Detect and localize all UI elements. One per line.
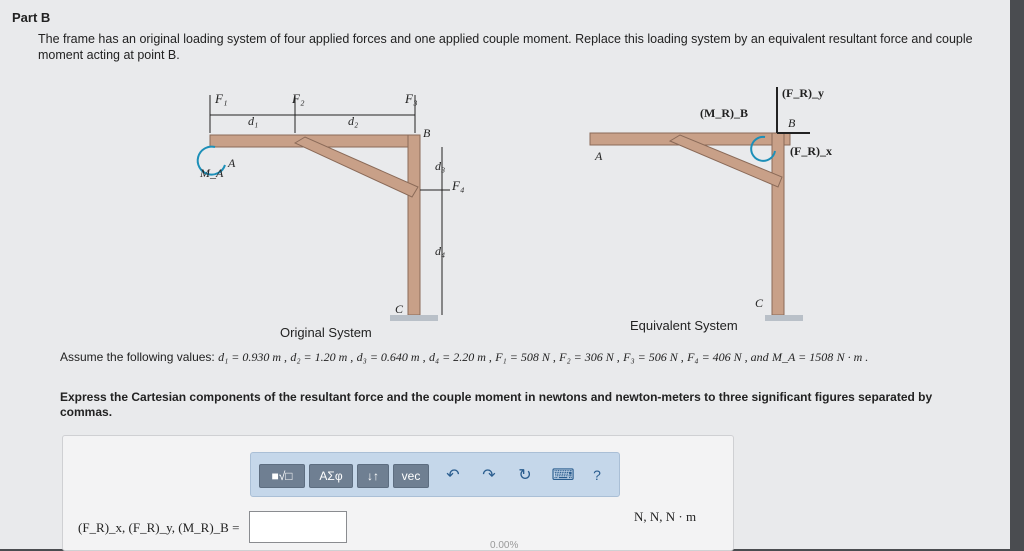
equivalent-caption: Equivalent System — [630, 318, 738, 333]
problem-intro: The frame has an original loading system of four applied forces and one applied couple moment. Replace this loading system by an equivalent resultant force and couple moment acting at point B. — [38, 32, 973, 62]
frx-label: (F_R)_x — [790, 144, 832, 158]
fry-label: (F_R)_y — [782, 86, 824, 100]
given-values — [60, 350, 980, 365]
eq-a-label: A — [595, 149, 603, 163]
value-d2: d₂ = 1.20 m , — [290, 350, 354, 364]
a-label: A — [228, 156, 236, 170]
value-f4: F₄ = 406 N , and — [687, 350, 769, 364]
answer-label: (F_R)_x, (F_R)_y, (M_R)_B = — [78, 520, 240, 535]
value-d4: d₄ = 2.20 m , — [428, 350, 492, 364]
d1-label: d₁ — [248, 114, 259, 128]
ma-label: M_A — [200, 166, 224, 180]
c-label: C — [395, 302, 404, 316]
keyboard-icon[interactable]: ⌨ — [551, 467, 575, 484]
help-icon[interactable]: ? — [593, 467, 601, 483]
f3-label: F₃ — [405, 91, 418, 106]
b-label: B — [423, 126, 431, 140]
answer-units: N, N, N · m — [634, 509, 697, 524]
templates-button[interactable]: ■√□ — [259, 464, 305, 488]
math-toolbar — [250, 452, 620, 497]
value-f2: F₂ = 306 N , — [559, 350, 620, 364]
original-frame — [198, 91, 465, 321]
part-title: Part B — [12, 10, 51, 25]
frame-figure — [180, 85, 832, 345]
vec-button[interactable]: vec — [393, 464, 429, 488]
eq-c-label: C — [755, 296, 764, 310]
f4-label: F₄ — [452, 178, 465, 193]
undo-icon[interactable]: ↶ — [446, 467, 460, 484]
redo-icon[interactable]: ↷ — [482, 467, 496, 484]
zoom-status: 0.00% — [490, 540, 519, 551]
original-caption: Original System — [280, 325, 372, 340]
values-lead: Assume the following values: — [60, 350, 215, 364]
value-ma: M_A = 1508 — [772, 350, 834, 364]
d3-label: d₃ — [435, 159, 446, 173]
value-f1: F₁ = 508 N , — [495, 350, 556, 364]
f2-label: F₂ — [292, 91, 305, 106]
value-d1: d₁ = 0.930 m , — [218, 350, 288, 364]
value-d3: d₃ = 0.640 m , — [356, 350, 426, 364]
f1-label: F₁ — [215, 91, 228, 106]
greek-button[interactable]: AΣφ — [309, 464, 353, 488]
answer-input[interactable] — [249, 511, 347, 543]
reset-icon[interactable]: ↻ — [518, 467, 532, 484]
mrb-label: (M_R)_B — [700, 106, 748, 120]
eq-b-label: B — [788, 116, 796, 130]
value-unit: N · m . — [836, 350, 869, 364]
equivalent-frame — [590, 86, 832, 321]
d4-label: d₄ — [435, 244, 446, 258]
value-f3: F₃ = 506 N , — [623, 350, 684, 364]
instruction-text: Express the Cartesian components of the resultant force and the couple moment in newtons and newton-meters to three significant figures separated by commas. — [60, 390, 933, 419]
sort-button[interactable]: ↓↑ — [357, 464, 389, 488]
d2-label: d₂ — [348, 114, 359, 128]
